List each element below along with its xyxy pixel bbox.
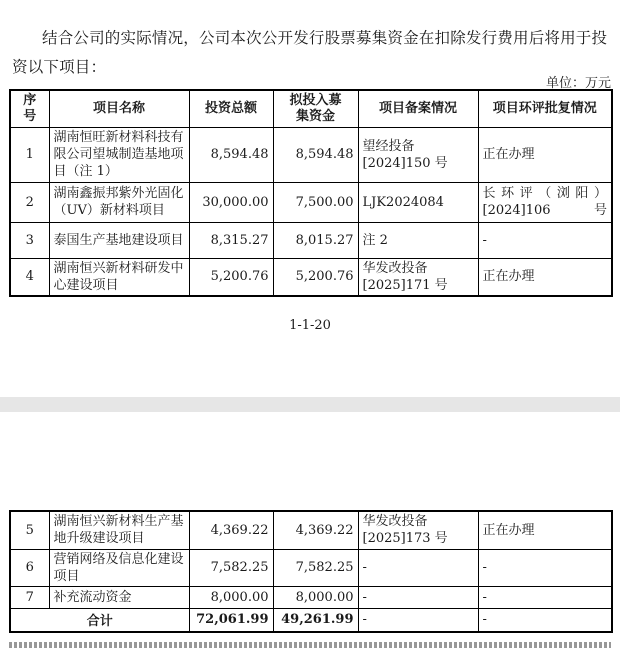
row-total: 8,000.00 [189, 586, 273, 608]
total-raise: 49,261.99 [273, 608, 358, 632]
row-name: 营销网络及信息化建设项目 [49, 549, 189, 586]
table-row [10, 549, 612, 586]
row-total: 7,582.25 [189, 549, 273, 586]
row-record: 华发改投备[2025]173 号 [358, 511, 478, 549]
document-page-bottom [0, 412, 620, 643]
header-record: 项目备案情况 [358, 90, 478, 127]
row-raise: 8,000.00 [273, 586, 358, 608]
row-name: 湖南鑫振邦紫外光固化（UV）新材料项目 [49, 182, 189, 222]
table-row [10, 222, 612, 258]
projects-table [9, 89, 613, 297]
projects-table-continued [9, 510, 613, 633]
row-env: - [478, 586, 612, 608]
total-row [10, 608, 612, 632]
row-record: 注 2 [358, 222, 478, 258]
row-raise: 4,369.22 [273, 511, 358, 549]
table-header-row [10, 90, 612, 127]
row-name: 湖南恒旺新材料科技有限公司望城制造基地项目（注 1） [49, 127, 189, 182]
row-name: 湖南恒兴新材料研发中心建设项目 [49, 258, 189, 296]
unit-label: 单位：万元 [545, 76, 611, 91]
page-number: 1-1-20 [289, 318, 331, 333]
intro-paragraph: 结合公司的实际情况，公司本次公开发行股票募集资金在扣除发行费用后将用于投资以下项目： [12, 28, 608, 76]
row-name: 湖南恒兴新材料生产基地升级建设项目 [49, 511, 189, 549]
table-row [10, 127, 612, 182]
row-name: 补充流动资金 [49, 586, 189, 608]
row-total: 30,000.00 [189, 182, 273, 222]
row-no: 5 [10, 511, 49, 549]
header-no: 序号 [10, 90, 49, 127]
row-env: 长环评（浏阳）[2024]106 号 [478, 182, 612, 222]
row-record: - [358, 549, 478, 586]
row-total: 5,200.76 [189, 258, 273, 296]
row-no: 3 [10, 222, 49, 258]
row-no: 6 [10, 549, 49, 586]
row-record: 华发改投备[2025]171 号 [358, 258, 478, 296]
header-raise: 拟投入募集资金 [273, 90, 358, 127]
row-env: - [478, 222, 612, 258]
table-row [10, 511, 612, 549]
row-total: 8,315.27 [189, 222, 273, 258]
header-total: 投资总额 [189, 90, 273, 127]
total-record: - [358, 608, 478, 632]
row-raise: 8,015.27 [273, 222, 358, 258]
row-env: - [478, 549, 612, 586]
row-raise: 7,500.00 [273, 182, 358, 222]
row-env: 正在办理 [478, 511, 612, 549]
row-record: 望经投备[2024]150 号 [358, 127, 478, 182]
page-separator [0, 397, 620, 412]
row-total: 4,369.22 [189, 511, 273, 549]
table-row [10, 586, 612, 608]
row-raise: 5,200.76 [273, 258, 358, 296]
row-no: 7 [10, 586, 49, 608]
table-row [10, 258, 612, 296]
header-env: 项目环评批复情况 [478, 90, 612, 127]
row-total: 8,594.48 [189, 127, 273, 182]
header-name: 项目名称 [49, 90, 189, 127]
row-no: 1 [10, 127, 49, 182]
row-env: 正在办理 [478, 258, 612, 296]
row-env: 正在办理 [478, 127, 612, 182]
row-record: LJK2024084 [358, 182, 478, 222]
total-label: 合计 [10, 608, 189, 632]
row-no: 4 [10, 258, 49, 296]
row-raise: 7,582.25 [273, 549, 358, 586]
table-row [10, 182, 612, 222]
row-no: 2 [10, 182, 49, 222]
row-raise: 8,594.48 [273, 127, 358, 182]
total-env: - [478, 608, 612, 632]
row-record: - [358, 586, 478, 608]
row-name: 泰国生产基地建设项目 [49, 222, 189, 258]
total-investment: 72,061.99 [189, 608, 273, 632]
